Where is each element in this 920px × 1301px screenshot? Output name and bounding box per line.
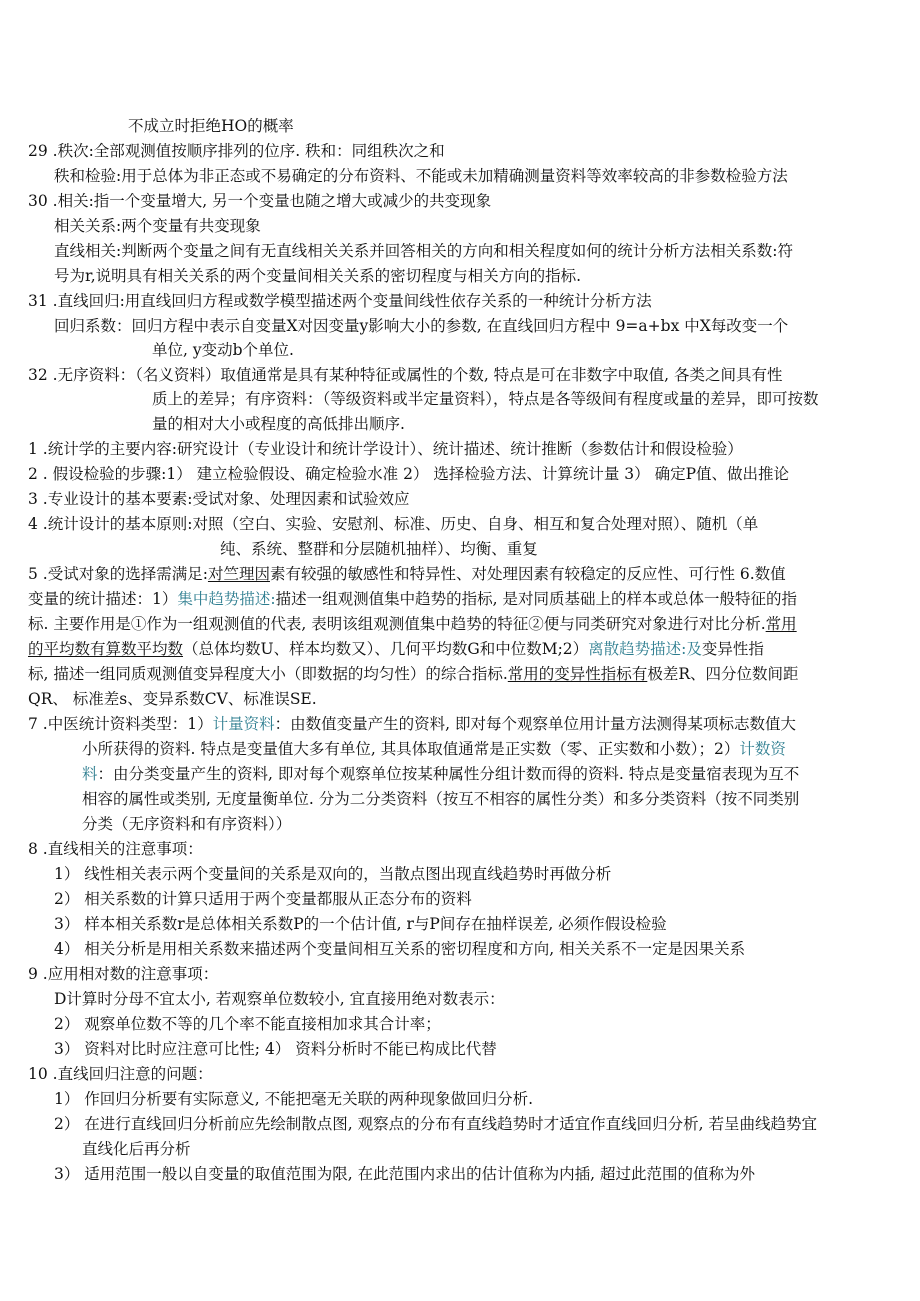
text-line: 9 .应用相对数的注意事项： — [28, 965, 219, 983]
underlined-text: 对竺理因 — [207, 565, 270, 583]
text-line: 31 .直线回归:用直线回归方程或数学模型描述两个变量间线性依存关系的一种统计分析方法 — [28, 292, 652, 310]
text-run: 素有较强的敏感性和特异性、对处理因素有较稳定的反应性、可行性 6.数值 — [269, 565, 786, 583]
text-line: 纯、系统、整群和分层随机抽样）、均衡、重复 — [220, 540, 538, 558]
text-line — [28, 614, 797, 634]
text-line: 4 .统计设计的基本原则:对照（空白、实验、安慰剂、标准、历史、自身、相互和复合处理对照）、随机（单 — [28, 515, 759, 533]
text-line: 直线相关:判断两个变量之间有无直线相关关系并回答相关的方向和相关程度如何的统计分析方法相关系数:符 — [54, 242, 793, 260]
highlighted-term: 料 — [82, 765, 98, 783]
text-line — [82, 764, 799, 784]
text-line: 2 . 假设检验的步骤:1） 建立检验假设、确定检验水准 2） 选择检验方法、计算统计量 3） 确定P值、做出推论 — [28, 465, 790, 483]
text-line: 3） 资料对比时应注意可比性; 4） 资料分析时不能已构成比代替 — [54, 1040, 497, 1058]
highlighted-term: 离散趋势描述:及 — [588, 640, 702, 658]
text-line: 3 .专业设计的基本要素:受试对象、处理因素和试验效应 — [28, 490, 410, 508]
underlined-text: 常用 — [765, 615, 797, 633]
text-line: 分类（无序资料和有序资料）） — [82, 815, 292, 833]
text-run: 5 .受试对象的选择需满足: — [28, 565, 208, 583]
highlighted-term: 计数资 — [739, 740, 786, 758]
text-run: 标, 描述一组同质观测值变异程度大小（即数据的均匀性）的综合指标. — [28, 665, 508, 683]
text-line: 3） 样本相关系数r是总体相关系数P的一个估计值, r与P间存在抽样误差, 必须作假设检验 — [54, 915, 667, 933]
text-line: 4） 相关分析是用相关系数来描述两个变量间相互关系的密切程度和方向, 相关关系不一定是因果关系 — [54, 940, 746, 958]
text-line: 号为r,说明具有相关关系的两个变量间相关关系的密切程度与相关方向的指标. — [54, 267, 582, 285]
text-line: 质上的差异；有序资料：（等级资料或半定量资料），特点是各等级间有程度或量的差异，即可按数 — [152, 390, 819, 408]
text-line: 回归系数：回归方程中表示自变量X对因变量y影响大小的参数, 在直线回归方程中 9=a+bx 中X每改变一个 — [54, 317, 789, 335]
text-line — [28, 639, 764, 659]
text-line — [28, 589, 797, 609]
text-line: 不成立时拒绝HO的概率 — [128, 117, 294, 135]
text-run: ：由数值变量产生的资料, 即对每个观察单位用计量方法测得某项标志数值大 — [274, 715, 796, 733]
underlined-text: 常用的变异性指标有 — [507, 665, 648, 683]
text-line: 1 .统计学的主要内容:研究设计（专业设计和统计学设计）、统计描述、统计推断（参数估计和假设检验） — [28, 440, 743, 458]
text-line: 10 .直线回归注意的问题： — [28, 1065, 213, 1083]
text-line: 8 .直线相关的注意事项： — [28, 840, 203, 858]
text-line: 2） 在进行直线回归分析前应先绘制散点图, 观察点的分布有直线趋势时才适宜作直线回归分析, 若呈曲线趋势宜 — [54, 1115, 818, 1133]
text-run: 7 .中医统计资料类型：1） — [28, 715, 213, 733]
text-line: 30 .相关:指一个变量增大, 另一个变量也随之增大或减少的共变现象 — [28, 192, 492, 210]
text-line — [82, 739, 786, 759]
highlighted-term: 集中趋势描述: — [177, 590, 276, 608]
text-line: 32 .无序资料：（名义资料）取值通常是具有某种特征或属性的个数, 特点是可在非数字中取值, 各类之间具有性 — [28, 366, 783, 384]
text-line: D计算时分母不宜太小, 若观察单位数较小, 宜直接用绝对数表示： — [54, 990, 505, 1008]
text-line: QR、 标准差s、变异系数CV、标准误SE. — [28, 690, 317, 708]
text-line: 1） 作回归分析要有实际意义, 不能把毫无关联的两种现象做回归分析. — [54, 1090, 534, 1108]
text-line: 1） 线性相关表示两个变量间的关系是双向的，当散点图出现直线趋势时再做分析 — [54, 865, 612, 883]
text-run: 描述一组观测值集中趋势的指标, 是对同质基础上的样本或总体一般特征的指 — [275, 590, 797, 608]
text-line — [28, 564, 786, 584]
text-run: （总体均数U、样本均数又）、几何平均数G和中位数M;2） — [183, 640, 589, 658]
text-line — [28, 664, 798, 684]
text-line: 2） 相关系数的计算只适用于两个变量都服从正态分布的资料 — [54, 890, 472, 908]
text-run: 极差R、四分位数间距 — [647, 665, 799, 683]
text-run: ：由分类变量产生的资料, 即对每个观察单位按某种属性分组计数而得的资料. 特点是变量宿表现为互不 — [97, 765, 800, 783]
text-line: 3） 适用范围一般以自变量的取值范围为限, 在此范围内求出的估计值称为内插, 超过此范围的值称为外 — [54, 1165, 755, 1183]
text-line: 单位, y变动b个单位. — [152, 341, 294, 359]
underlined-text: 的平均数有算数平均数 — [28, 640, 184, 658]
text-line: 2） 观察单位数不等的几个率不能直接相加求其合计率； — [54, 1015, 441, 1033]
highlighted-term: 计量资料 — [212, 715, 275, 733]
text-line: 秩和检验:用于总体为非正态或不易确定的分布资料、不能或未加精确测量资料等效率较高的非参数检验方法 — [54, 167, 788, 185]
text-run: 小所获得的资料. 特点是变量值大多有单位, 其具体取值通常是正实数（零、正实数和小数）；2） — [82, 740, 740, 758]
text-line: 29 .秩次:全部观测值按顺序排列的位序. 秩和：同组秩次之和 — [28, 142, 445, 160]
text-line: 量的相对大小或程度的高低排出顺序. — [152, 415, 405, 433]
text-run: 标. 主要作用是①作为一组观测值的代表, 表明该组观测值集中趋势的特征②便与同类研究对象进行对比分析. — [28, 615, 766, 633]
text-run: 变异性指 — [701, 640, 764, 658]
text-run: 变量的统计描述：1） — [28, 590, 178, 608]
text-line: 相关关系:两个变量有共变现象 — [54, 217, 261, 235]
text-line — [28, 714, 796, 734]
text-line: 相容的属性或类别, 无度量衡单位. 分为二分类资料（按互不相容的属性分类）和多分类资料（按不同类别 — [82, 790, 800, 808]
text-line: 直线化后再分析 — [82, 1140, 191, 1158]
